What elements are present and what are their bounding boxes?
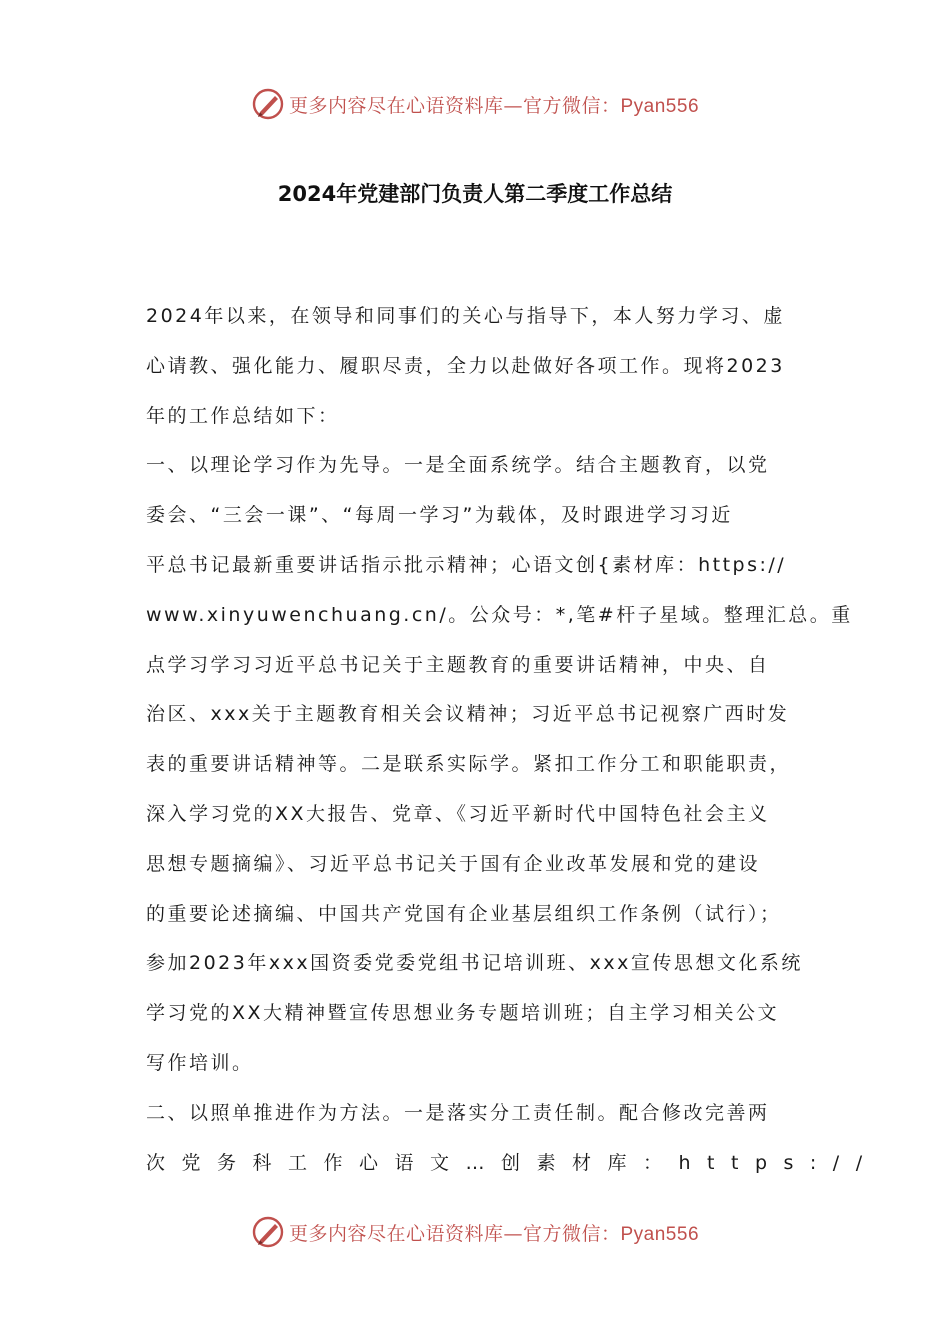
body-line: 写作培训。 xyxy=(146,1051,254,1074)
pen-logo-icon xyxy=(251,1215,285,1249)
document-body xyxy=(146,292,879,1188)
footer-banner xyxy=(0,1212,950,1252)
body-line: 思想专题摘编》、习近平总书记关于国有企业改革发展和党的建设 xyxy=(146,852,761,875)
footer-banner-text: 更多内容尽在心语资料库—官方微信：Pyan556 xyxy=(288,1222,700,1245)
body-line: 参加2023年xxx国资委党委党组书记培训班、xxx宣传思想文化系统 xyxy=(146,952,803,975)
body-line: 治区、xxx关于主题教育相关会议精神；习近平总书记视察广西时发 xyxy=(146,703,790,726)
body-line: www.xinyuwenchuang.cn/。公众号：*,笔#杆子星域。整理汇总。重 xyxy=(146,603,853,626)
body-line: 平总书记最新重要讲话指示批示精神；心语文创{素材库：https:// xyxy=(146,553,787,576)
body-line: 二、以照单推进作为方法。一是落实分工责任制。配合修改完善两 xyxy=(146,1101,770,1124)
body-line: 表的重要讲话精神等。二是联系实际学。紧扣工作分工和职能职责， xyxy=(146,753,792,776)
body-line: 心请教、强化能力、履职尽责，全力以赴做好各项工作。现将2023 xyxy=(146,354,785,377)
body-line: 2024年以来，在领导和同事们的关心与指导下，本人努力学习、虚 xyxy=(146,305,785,327)
header-wechat-id: Pyan556 xyxy=(620,95,700,117)
document-title: 2024年党建部门负责人第二季度工作总结 xyxy=(277,182,673,206)
footer-wechat-id: Pyan556 xyxy=(620,1223,700,1245)
body-line: 一、以理论学习作为先导。一是全面系统学。结合主题教育，以党 xyxy=(146,454,770,477)
body-line: 的重要论述摘编、中国共产党国有企业基层组织工作条例（试行）； xyxy=(146,902,782,925)
header-banner-text: 更多内容尽在心语资料库—官方微信：Pyan556 xyxy=(288,94,700,117)
header-banner xyxy=(0,84,950,124)
body-line: 深入学习党的XX大报告、党章、《习近平新时代中国特色社会主义 xyxy=(146,802,770,825)
body-line: 委会、“三会一课”、“每周一学习”为载体，及时跟进学习习近 xyxy=(146,504,733,527)
pen-logo-icon xyxy=(251,87,285,121)
body-line: 年的工作总结如下： xyxy=(146,404,340,427)
body-line: 点学习学习习近平总书记关于主题教育的重要讲话精神，中央、自 xyxy=(146,653,770,676)
body-line: 学习党的XX大精神暨宣传思想业务专题培训班；自主学习相关公文 xyxy=(146,1002,780,1025)
body-line: 次党务科工作心语文…创素材库：https:// xyxy=(146,1151,879,1174)
